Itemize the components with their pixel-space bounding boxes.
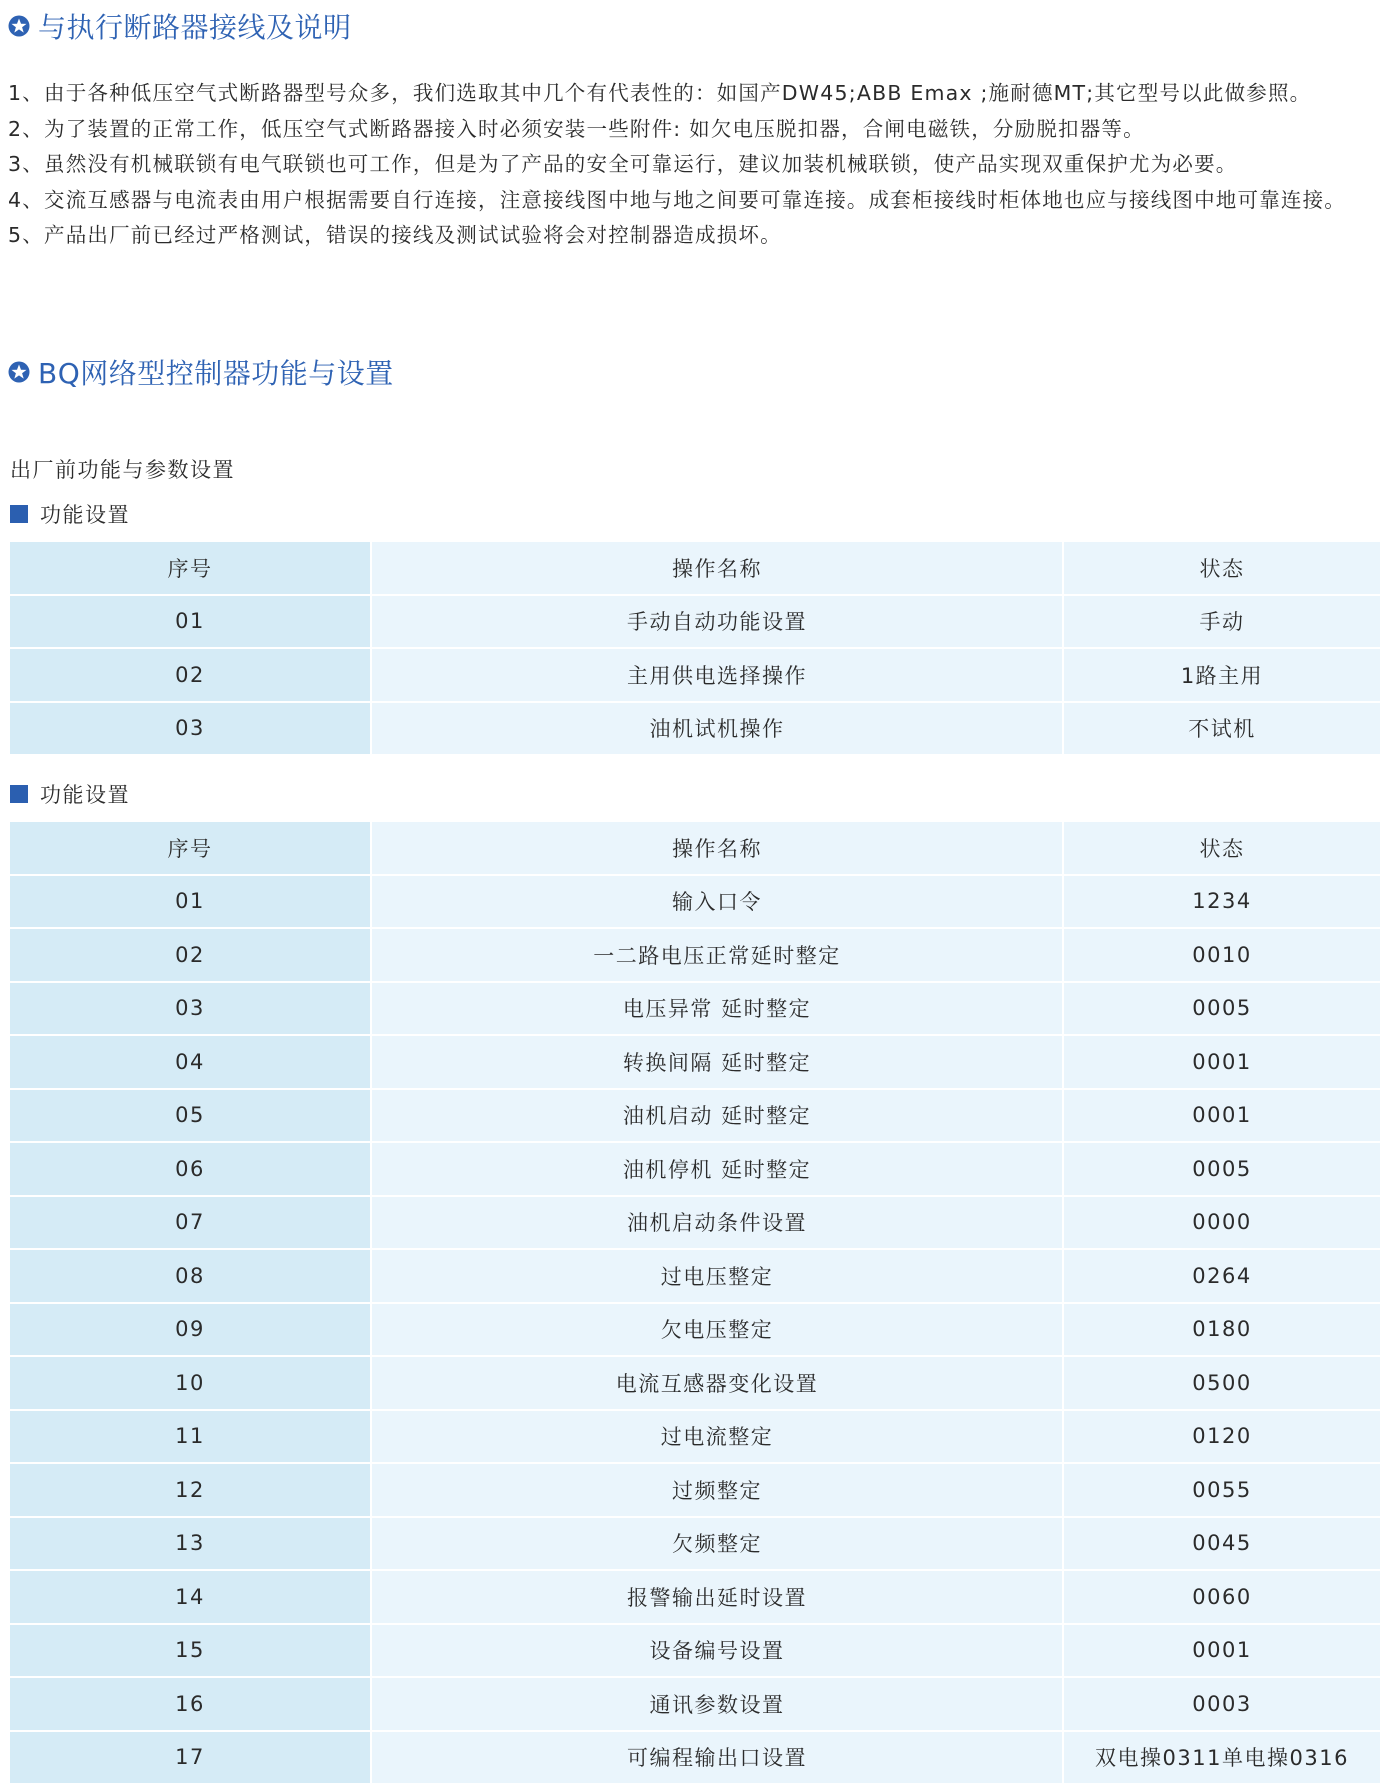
note-item bbox=[8, 112, 1388, 148]
row-number-cell: 16 bbox=[10, 1677, 371, 1731]
row-number-cell: 02 bbox=[10, 928, 371, 982]
note-number: 5、 bbox=[8, 218, 44, 254]
note-number: 1、 bbox=[8, 76, 44, 112]
square-bullet-icon bbox=[10, 785, 28, 803]
table-row bbox=[10, 1463, 1380, 1517]
status-cell: 0001 bbox=[1063, 1089, 1380, 1143]
status-cell: 0003 bbox=[1063, 1677, 1380, 1731]
note-item bbox=[8, 218, 1388, 254]
table-row bbox=[10, 982, 1380, 1036]
note-text: 产品出厂前已经过严格测试，错误的接线及测试试验将会对控制器造成损坏。 bbox=[44, 218, 1388, 254]
square-bullet-icon bbox=[10, 505, 28, 523]
table-row bbox=[10, 875, 1380, 929]
status-cell: 1234 bbox=[1063, 875, 1380, 929]
status-cell: 0120 bbox=[1063, 1410, 1380, 1464]
row-number-cell: 13 bbox=[10, 1517, 371, 1571]
row-number-cell: 15 bbox=[10, 1624, 371, 1678]
status-cell: 1路主用 bbox=[1063, 648, 1380, 702]
operation-name-cell: 油机停机 延时整定 bbox=[371, 1142, 1063, 1196]
table-row bbox=[10, 1517, 1380, 1571]
operation-name-cell: 手动自动功能设置 bbox=[371, 595, 1063, 649]
operation-name-cell: 过频整定 bbox=[371, 1463, 1063, 1517]
table-row bbox=[10, 1624, 1380, 1678]
table2-label bbox=[10, 779, 130, 809]
table-row bbox=[10, 1570, 1380, 1624]
status-cell: 0010 bbox=[1063, 928, 1380, 982]
table-row bbox=[10, 1303, 1380, 1357]
column-header-status: 状态 bbox=[1063, 542, 1380, 595]
row-number-cell: 03 bbox=[10, 702, 371, 755]
row-number-cell: 08 bbox=[10, 1249, 371, 1303]
operation-name-cell: 输入口令 bbox=[371, 875, 1063, 929]
table-row bbox=[10, 1677, 1380, 1731]
note-item bbox=[8, 76, 1388, 112]
status-cell: 0500 bbox=[1063, 1356, 1380, 1410]
operation-name-cell: 主用供电选择操作 bbox=[371, 648, 1063, 702]
table-header-row bbox=[10, 822, 1380, 875]
operation-name-cell: 一二路电压正常延时整定 bbox=[371, 928, 1063, 982]
table-row bbox=[10, 648, 1380, 702]
status-cell: 0005 bbox=[1063, 1142, 1380, 1196]
section-title-text: 与执行断路器接线及说明 bbox=[38, 6, 352, 46]
table-row bbox=[10, 1142, 1380, 1196]
operation-name-cell: 通讯参数设置 bbox=[371, 1677, 1063, 1731]
table-row bbox=[10, 1410, 1380, 1464]
function-settings-table-1 bbox=[10, 542, 1380, 754]
note-text: 虽然没有机械联锁有电气联锁也可工作，但是为了产品的安全可靠运行，建议加装机械联锁，使产品实现双重保护尤为必要。 bbox=[44, 147, 1388, 183]
table-row bbox=[10, 595, 1380, 649]
operation-name-cell: 油机启动 延时整定 bbox=[371, 1089, 1063, 1143]
row-number-cell: 17 bbox=[10, 1731, 371, 1783]
row-number-cell: 09 bbox=[10, 1303, 371, 1357]
table1-label bbox=[10, 499, 130, 529]
notes-list bbox=[8, 76, 1388, 254]
operation-name-cell: 报警输出延时设置 bbox=[371, 1570, 1063, 1624]
operation-name-cell: 欠频整定 bbox=[371, 1517, 1063, 1571]
table-row bbox=[10, 1196, 1380, 1250]
note-item bbox=[8, 147, 1388, 183]
operation-name-cell: 电压异常 延时整定 bbox=[371, 982, 1063, 1036]
column-header-operation: 操作名称 bbox=[371, 822, 1063, 875]
operation-name-cell: 设备编号设置 bbox=[371, 1624, 1063, 1678]
table-row bbox=[10, 1356, 1380, 1410]
section-title-wiring bbox=[8, 6, 352, 46]
table-row bbox=[10, 1089, 1380, 1143]
note-number: 4、 bbox=[8, 183, 44, 219]
status-cell: 0005 bbox=[1063, 982, 1380, 1036]
row-number-cell: 02 bbox=[10, 648, 371, 702]
operation-name-cell: 油机启动条件设置 bbox=[371, 1196, 1063, 1250]
status-cell: 手动 bbox=[1063, 595, 1380, 649]
note-text: 由于各种低压空气式断路器型号众多，我们选取其中几个有代表性的：如国产DW45;ABB Emax ;施耐德MT;其它型号以此做参照。 bbox=[44, 76, 1388, 112]
table-label-text: 功能设置 bbox=[40, 779, 130, 809]
star-badge-icon bbox=[8, 15, 30, 37]
operation-name-cell: 电流互感器变化设置 bbox=[371, 1356, 1063, 1410]
column-header-number: 序号 bbox=[10, 542, 371, 595]
function-settings-table-2 bbox=[10, 822, 1380, 1783]
status-cell: 0180 bbox=[1063, 1303, 1380, 1357]
row-number-cell: 12 bbox=[10, 1463, 371, 1517]
column-header-operation: 操作名称 bbox=[371, 542, 1063, 595]
star-badge-icon bbox=[8, 361, 30, 383]
row-number-cell: 03 bbox=[10, 982, 371, 1036]
operation-name-cell: 油机试机操作 bbox=[371, 702, 1063, 755]
row-number-cell: 07 bbox=[10, 1196, 371, 1250]
row-number-cell: 14 bbox=[10, 1570, 371, 1624]
row-number-cell: 11 bbox=[10, 1410, 371, 1464]
note-number: 2、 bbox=[8, 112, 44, 148]
table-label-text: 功能设置 bbox=[40, 499, 130, 529]
factory-settings-subheading: 出厂前功能与参数设置 bbox=[10, 454, 235, 484]
table-row bbox=[10, 928, 1380, 982]
status-cell: 0000 bbox=[1063, 1196, 1380, 1250]
note-number: 3、 bbox=[8, 147, 44, 183]
operation-name-cell: 过电压整定 bbox=[371, 1249, 1063, 1303]
note-item bbox=[8, 183, 1388, 219]
status-cell: 0045 bbox=[1063, 1517, 1380, 1571]
row-number-cell: 01 bbox=[10, 595, 371, 649]
note-text: 为了装置的正常工作，低压空气式断路器接入时必须安装一些附件: 如欠电压脱扣器，合闸电磁铁，分励脱扣器等。 bbox=[44, 112, 1388, 148]
operation-name-cell: 转换间隔 延时整定 bbox=[371, 1035, 1063, 1089]
table-row bbox=[10, 1035, 1380, 1089]
table-row bbox=[10, 1731, 1380, 1783]
operation-name-cell: 过电流整定 bbox=[371, 1410, 1063, 1464]
operation-name-cell: 欠电压整定 bbox=[371, 1303, 1063, 1357]
row-number-cell: 01 bbox=[10, 875, 371, 929]
table-row bbox=[10, 702, 1380, 755]
status-cell: 不试机 bbox=[1063, 702, 1380, 755]
row-number-cell: 10 bbox=[10, 1356, 371, 1410]
status-cell: 0060 bbox=[1063, 1570, 1380, 1624]
row-number-cell: 04 bbox=[10, 1035, 371, 1089]
column-header-status: 状态 bbox=[1063, 822, 1380, 875]
operation-name-cell: 可编程输出口设置 bbox=[371, 1731, 1063, 1783]
section-title-controller bbox=[8, 352, 394, 392]
note-text: 交流互感器与电流表由用户根据需要自行连接，注意接线图中地与地之间要可靠连接。成套柜接线时柜体地也应与接线图中地可靠连接。 bbox=[44, 183, 1388, 219]
status-cell: 0055 bbox=[1063, 1463, 1380, 1517]
table-row bbox=[10, 1249, 1380, 1303]
status-cell: 0001 bbox=[1063, 1035, 1380, 1089]
section-title-text: BQ网络型控制器功能与设置 bbox=[38, 352, 394, 392]
status-cell: 双电操0311单电操0316 bbox=[1063, 1731, 1380, 1783]
column-header-number: 序号 bbox=[10, 822, 371, 875]
row-number-cell: 05 bbox=[10, 1089, 371, 1143]
status-cell: 0264 bbox=[1063, 1249, 1380, 1303]
status-cell: 0001 bbox=[1063, 1624, 1380, 1678]
row-number-cell: 06 bbox=[10, 1142, 371, 1196]
table-header-row bbox=[10, 542, 1380, 595]
